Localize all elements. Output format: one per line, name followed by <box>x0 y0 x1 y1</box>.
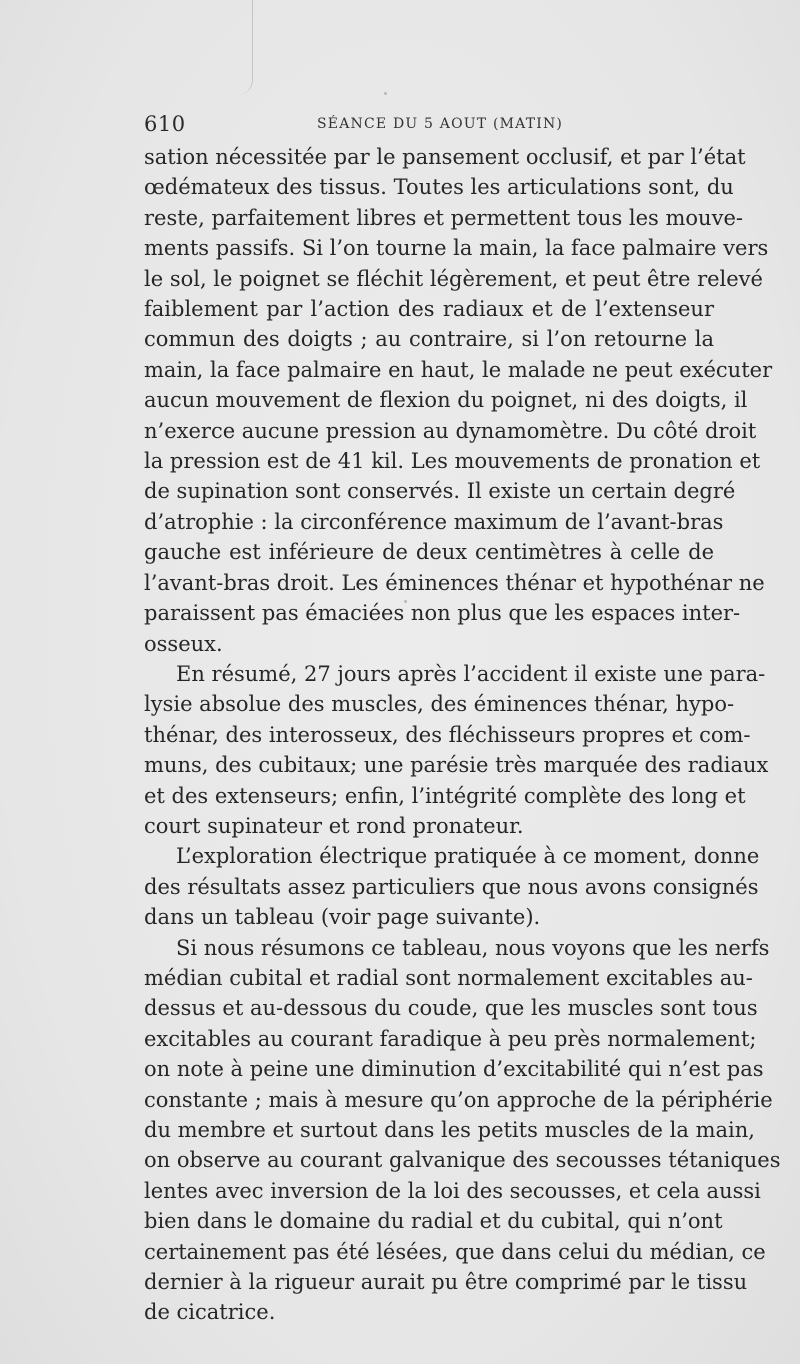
text-line: main, la face palmaire en haut, le malade ne peut exécuter <box>144 357 773 382</box>
body-text <box>144 142 781 1328</box>
text-line: dans un tableau (voir page suivante). <box>144 905 541 930</box>
text-line: En résumé, 27 jours après l’accident il existe une para- <box>176 661 766 686</box>
text-line: reste, parfaitement libres et permettent tous les mouve- <box>144 205 743 230</box>
running-head: SÉANCE DU 5 AOUT (MATIN) <box>317 116 564 132</box>
text-line: aucun mouvement de flexion du poignet, ni des doigts, il <box>144 388 748 413</box>
text-line: ments passifs. Si l’on tourne la main, la face palmaire vers <box>144 236 769 261</box>
text-line: muns, des cubitaux; une parésie très marquée des radiaux <box>144 753 769 778</box>
page-number: 610 <box>144 112 186 136</box>
text-line: excitables au courant faradique à peu près normalement; <box>144 1026 757 1051</box>
text-line: œdémateux des tissus. Toutes les articulations sont, du <box>144 175 734 200</box>
paragraph-continuation <box>144 142 773 659</box>
text-line: osseux. <box>144 631 223 656</box>
text-line: on observe au courant galvanique des secousses tétaniques <box>144 1148 781 1173</box>
page-header <box>144 112 734 142</box>
text-line: la pression est de 41 kil. Les mouvements de pronation et <box>144 449 761 474</box>
text-line: lentes avec inversion de la loi des secousses, et cela aussi <box>144 1178 761 1203</box>
text-line: n’exerce aucune pression au dynamomètre. Du côté droit <box>144 418 757 443</box>
paragraph-exploration <box>144 841 760 932</box>
text-line: dessus et au-dessous du coude, que les muscles sont tous <box>144 996 758 1021</box>
text-line: certainement pas été lésées, que dans celui du médian, ce <box>144 1239 766 1264</box>
text-line: court supinateur et rond pronateur. <box>144 813 524 838</box>
text-line: de cicatrice. <box>144 1300 276 1325</box>
text-line: du membre et surtout dans les petits muscles de la main, <box>144 1118 755 1142</box>
paragraph-resume <box>144 659 769 841</box>
paragraph-tableau <box>144 933 781 1328</box>
text-line: et des extenseurs; enfin, l’intégrité complète des long et <box>144 783 746 808</box>
text-line: L’exploration électrique pratiquée à ce moment, donne <box>176 844 760 869</box>
text-line: le sol, le poignet se fléchit légèrement, et peut être relevé <box>144 266 763 291</box>
text-line: des résultats assez particuliers que nous avons consignés <box>144 874 759 899</box>
text-line: gauche est inférieure de deux centimètres à celle de <box>144 540 714 565</box>
text-line: thénar, des interosseux, des fléchisseurs propres et com- <box>144 722 751 747</box>
text-line: Si nous résumons ce tableau, nous voyons que les nerfs <box>176 935 770 960</box>
text-line: de supination sont conservés. Il existe un certain degré <box>144 479 736 504</box>
text-line: lysie absolue des muscles, des éminences thénar, hypo- <box>144 692 735 717</box>
text-line: commun des doigts ; au contraire, si l’on retourne la <box>144 327 714 352</box>
page-fold-mark <box>238 0 253 95</box>
text-line: d’atrophie : la circonférence maximum de l’avant-bras <box>144 509 724 534</box>
text-line: l’avant-bras droit. Les éminences thénar et hypothénar ne <box>144 570 765 595</box>
text-line: sation nécessitée par le pansement occlusif, et par l’état <box>144 145 746 169</box>
text-line: médian cubital et radial sont normalement excitables au- <box>144 965 753 990</box>
text-line: faiblement par l’action des radiaux et de l’extenseur <box>144 297 714 322</box>
paper-speck <box>384 92 387 95</box>
text-line: on note à peine une diminution d’excitabilité qui n’est pas <box>144 1057 764 1082</box>
text-line: dernier à la rigueur aurait pu être comprimé par le tissu <box>144 1270 748 1295</box>
text-line: paraissent pas émaciées non plus que les espaces inter- <box>144 601 741 626</box>
text-line: bien dans le domaine du radial et du cubital, qui n’ont <box>144 1209 723 1234</box>
text-line: constante ; mais à mesure qu’on approche de la périphérie <box>144 1087 773 1112</box>
